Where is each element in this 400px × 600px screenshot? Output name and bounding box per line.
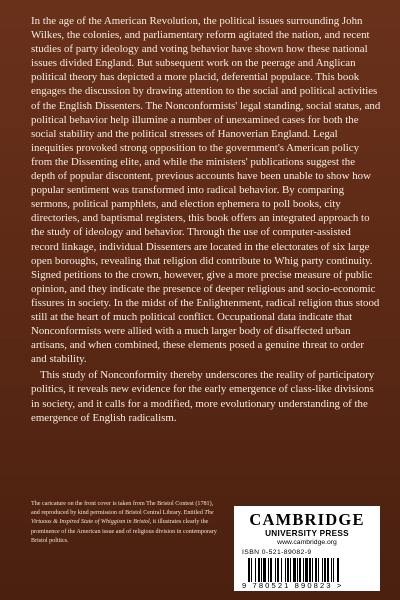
publisher-name: CAMBRIDGE: [249, 510, 365, 529]
publisher-press: UNIVERSITY PRESS: [265, 529, 349, 538]
blurb-text: [31, 14, 381, 425]
caption-text-start: The caricature on the front cover is taken from The Bristol Contest (1781), and reproduced by kind permission of Bristol Central Library. Entitled: [31, 501, 214, 517]
caption-title: The Virtuous & Inspired State of Whiggism in Bristol: [31, 510, 214, 526]
blurb-paragraph-1: In the age of the American Revolution, the political issues surrounding John Wilkes, the colonies, and parliamentary reform agitated the nation, and recent studies of party ideology and voting behavior have shown how these national issues divided England. But subsequent work on the peerage and Anglican political theory has depicted a more placid, deferential populace. This book engages the discussion by drawing attention to the social and political activities of the English Dissenters. The Nonconformists' legal standing, social status, and political behavior help illumine a number of unexamined cases for both the social stability and the political stresses of Hanoverian England. Legal inequities provoked strong opposition to the government's American policy from the Dissenting elite, and while the ministers' publications suggest the depth of popular discontent, previous accounts have been unable to show how popular sentiment was transformed into radical behavior. By comparing sermons, political pamphlets, and election ephemera to poll books, city directories, and baptismal registers, this book offers an integrated approach to the study of ideology and behavior. Through the use of computer-assisted record linkage, individual Dissenters are located in the electorates of six large open boroughs, revealing that religion did contribute to Whig party continuity. Signed petitions to the crown, however, give a more precise measure of public opinion, and they indicate the presence of deeper religious and socio-economic fissures in society. In the midst of the Enlightenment, radical religion thus stood still at the heart of much political conflict. Occupational data indicate that Nonconformists were allied with a much larger body of disaffected urban artisans, and when combined, these elements posed a genuine threat to order and stability.: [31, 15, 381, 366]
barcode-number: 9 780521 890823 >: [242, 581, 344, 590]
cover-caption: [31, 500, 221, 546]
publisher-panel: [234, 506, 380, 591]
barcode-icon: [248, 558, 376, 582]
caption-text-end: , it illustrates clearly the prominence of the American issue and of religious division in contemporary Bristol politics.: [31, 519, 217, 544]
publisher-website: www.cambridge.org: [277, 539, 337, 546]
blurb-paragraph-2: This study of Nonconformity thereby underscores the reality of participatory politics, it reveals new evidence for the early emergence of class-like divisions in society, and it calls for a modified, more evolutionary understanding of the emergence of English radicalism.: [31, 369, 375, 424]
isbn-label: ISBN 0-521-89082-9: [242, 549, 312, 556]
